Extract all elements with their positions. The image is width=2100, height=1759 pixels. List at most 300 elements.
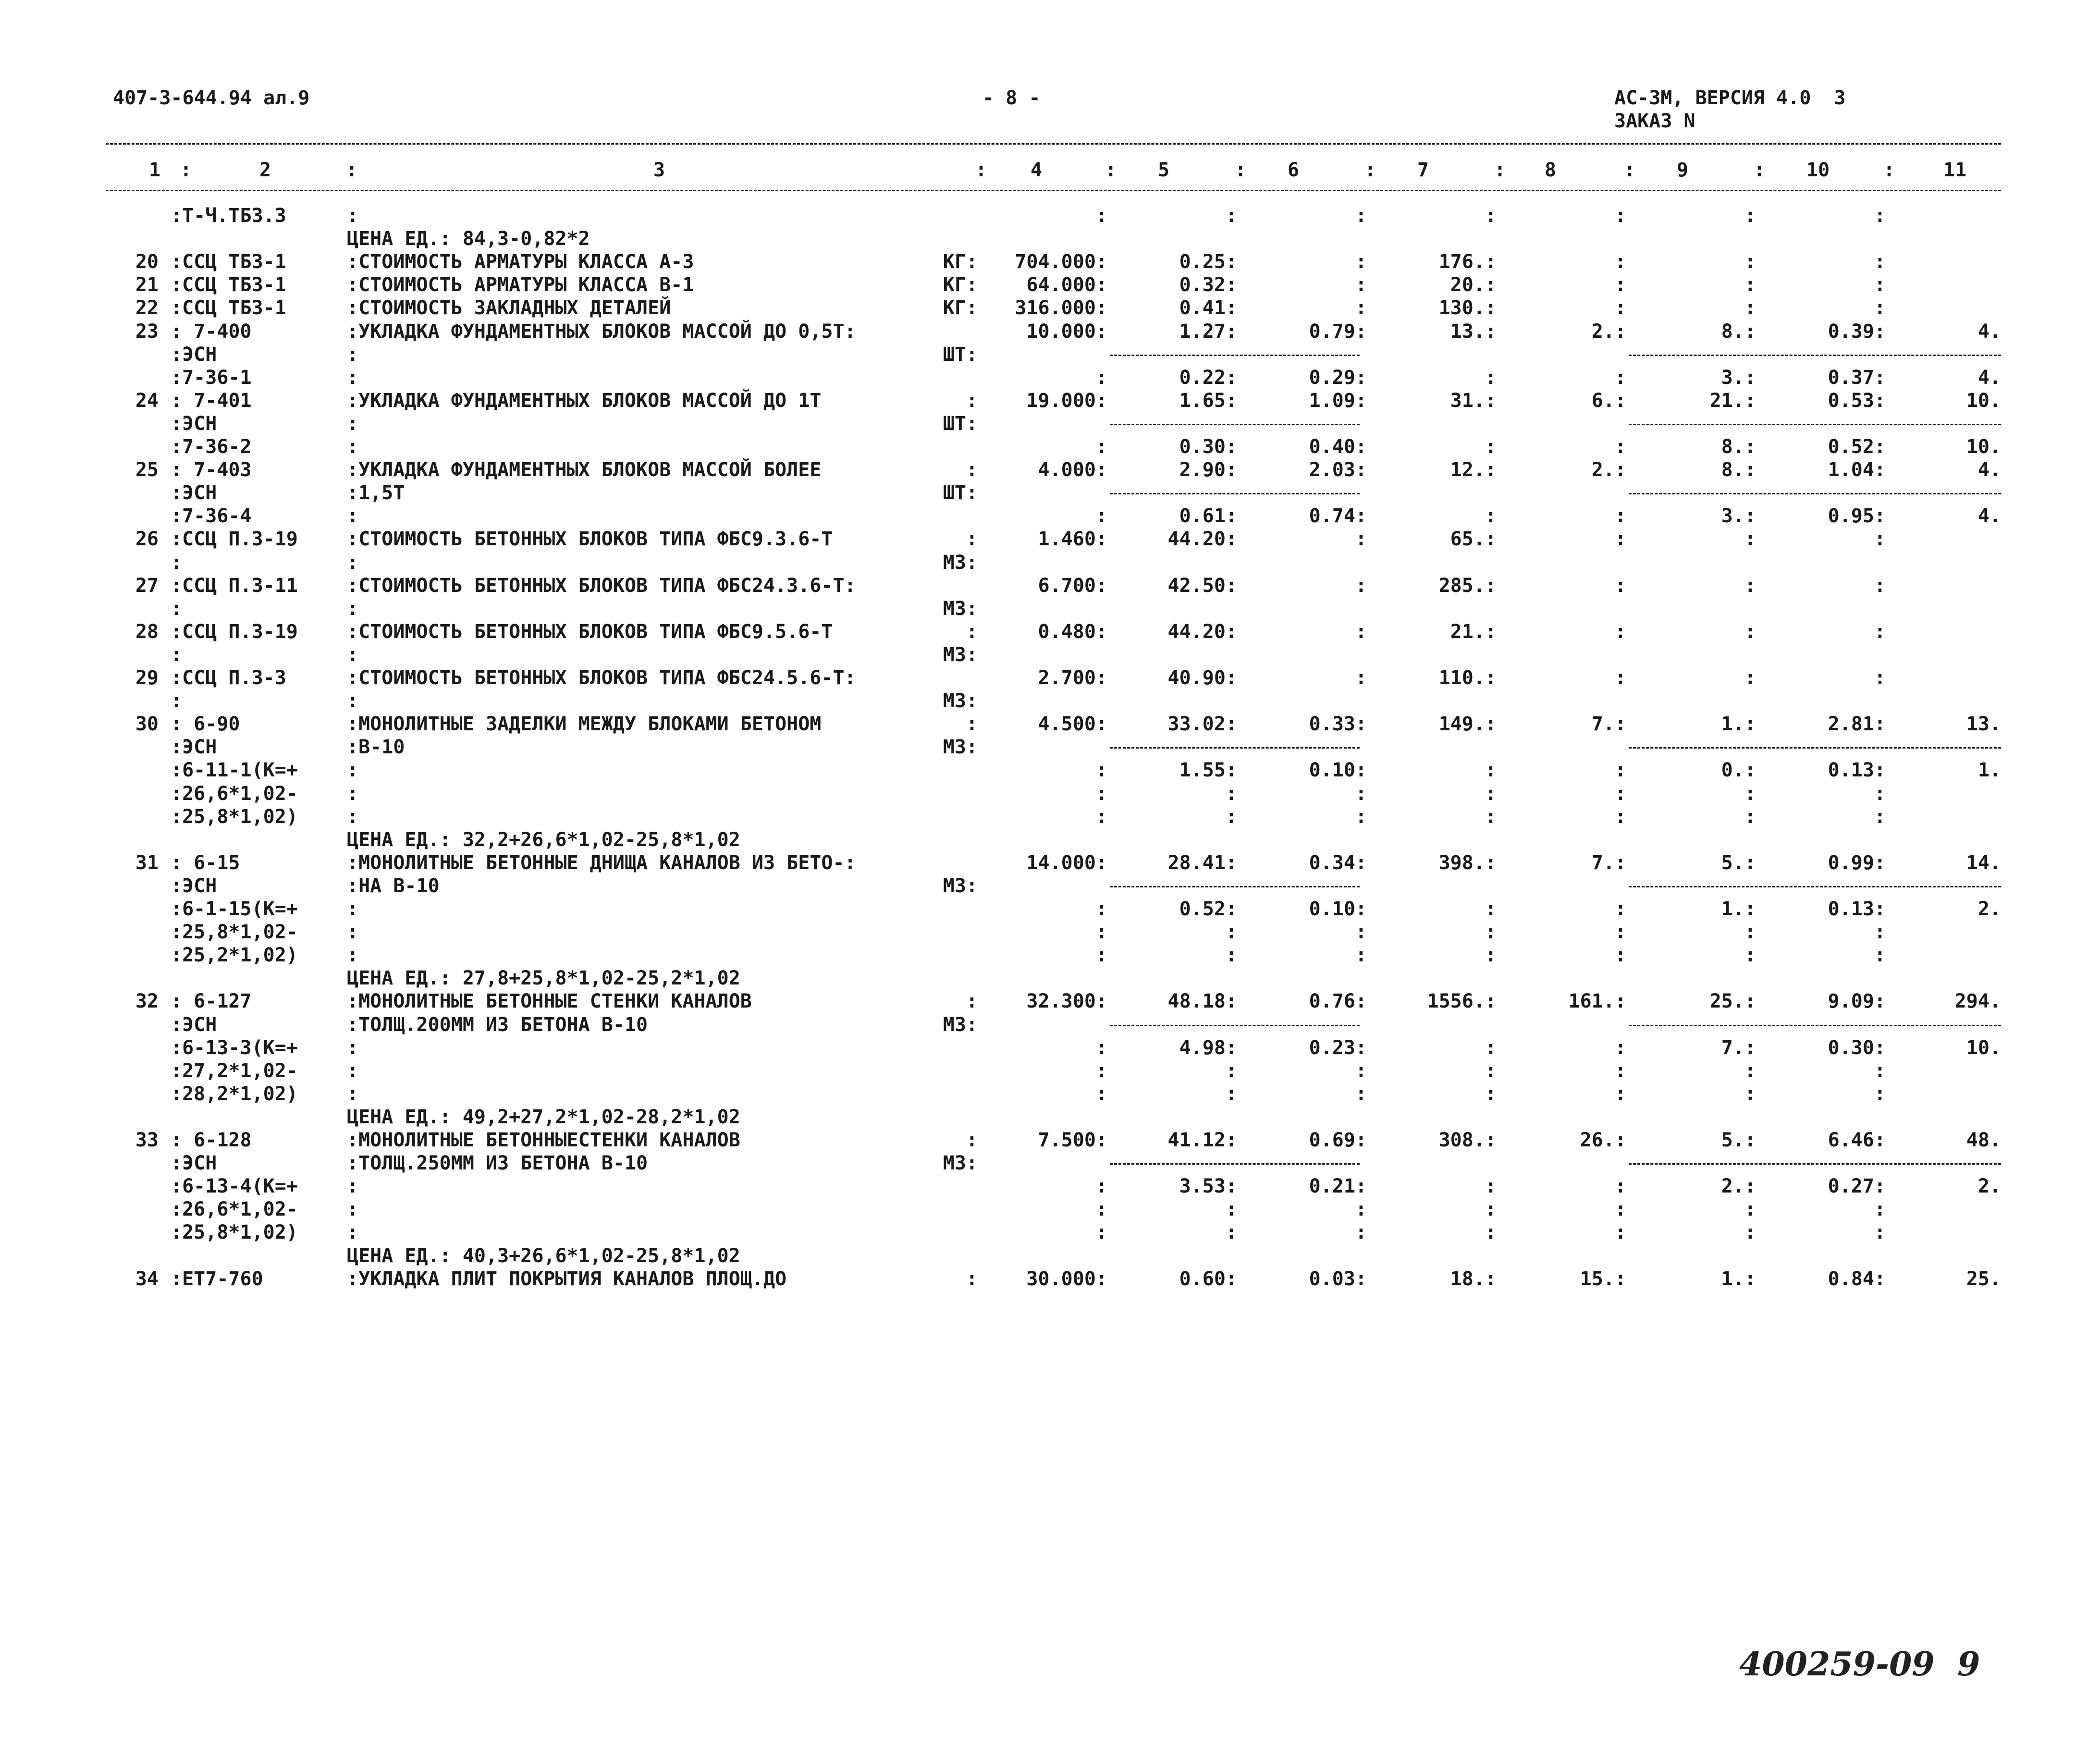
cell-unit: : — [966, 713, 978, 736]
cell-desc: :СТОИМОСТЬ БЕТОННЫХ БЛОКОВ ТИПА ФБС9.5.6-Т — [347, 620, 833, 643]
cell-code: :ЕТ7-760 — [171, 1267, 263, 1290]
cell-desc: : — [347, 643, 359, 666]
cell-c9: : — [1744, 782, 1756, 805]
cell-c7: 398.: — [1438, 851, 1497, 874]
cell-n: 22 — [135, 297, 159, 320]
cell-c9: : — [1744, 1059, 1756, 1082]
cell-unit: : — [966, 990, 978, 1013]
cell-c7: 13.: — [1450, 320, 1497, 343]
cell-unit: : — [966, 1129, 978, 1151]
cell-c6: 0.21: — [1309, 1175, 1367, 1198]
cell-c7: : — [1485, 436, 1497, 458]
handwritten-mark: 400259-09 9 — [1739, 1645, 1980, 1684]
cell-code: :28,2*1,02) — [171, 1082, 298, 1105]
cell-c4: : — [1095, 205, 1107, 227]
cell-c4: 4.000: — [1038, 459, 1107, 481]
cell-c11: 294. — [1954, 990, 2001, 1013]
cell-c10: : — [1874, 782, 1886, 805]
cell-c8: 6.: — [1591, 389, 1626, 412]
cell-c6: : — [1355, 1221, 1367, 1244]
cell-c5: 0.22: — [1179, 366, 1237, 389]
cell-c5: 44.20: — [1167, 620, 1237, 643]
cell-c9: : — [1744, 667, 1756, 689]
cell-c10: : — [1874, 1059, 1886, 1082]
cell-c4: 30.000: — [1026, 1267, 1107, 1290]
cell-c9: 25.: — [1709, 990, 1756, 1013]
cell-c10: 0.52: — [1828, 436, 1886, 458]
cell-c5: 0.60: — [1179, 1267, 1237, 1290]
cell-code: : — [171, 690, 183, 713]
cell-unit: М3: — [943, 736, 978, 759]
cell-c4: 19.000: — [1026, 389, 1107, 412]
cell-c5: 3.53: — [1179, 1175, 1237, 1198]
subtotal-rule — [1629, 1025, 2001, 1026]
cell-c11: 4. — [1977, 505, 2001, 528]
cell-c8: : — [1614, 505, 1626, 528]
subtotal-rule — [1629, 747, 2001, 749]
cell-c7: 176.: — [1438, 251, 1497, 273]
cell-c4: : — [1095, 366, 1107, 389]
cell-c7: : — [1485, 921, 1497, 944]
cell-c4: : — [1095, 921, 1107, 944]
cell-c7: 308.: — [1438, 1129, 1497, 1151]
cell-desc: :СТОИМОСТЬ БЕТОННЫХ БЛОКОВ ТИПА ФБС24.5.6-Т: — [347, 667, 856, 689]
cell-c10: : — [1874, 274, 1886, 296]
cell-c7: : — [1485, 1059, 1497, 1082]
cell-c7: 18.: — [1450, 1267, 1497, 1290]
cell-c5: 2.90: — [1179, 459, 1237, 481]
cell-desc: : — [347, 805, 359, 828]
cell-code: :ЭСН — [171, 412, 217, 435]
cell-unit: КГ: — [943, 274, 978, 296]
cell-c6: 0.29: — [1309, 366, 1367, 389]
cell-c9: 1.: — [1721, 713, 1756, 736]
cell-unit: М3: — [943, 597, 978, 620]
cell-n: 25 — [135, 459, 159, 481]
cell-code: : 7-403 — [171, 459, 252, 481]
cell-c5: 1.65: — [1179, 389, 1237, 412]
cell-desc: :ТОЛЩ.200ММ ИЗ БЕТОНА В-10 — [347, 1013, 648, 1036]
cell-desc: : — [347, 1036, 359, 1059]
cell-c6: 0.03: — [1309, 1267, 1367, 1290]
column-separator: : — [180, 159, 192, 181]
subtotal-rule — [1110, 493, 1360, 494]
cell-c4: : — [1095, 1082, 1107, 1105]
cell-unit: КГ: — [943, 251, 978, 273]
cell-c5: 0.61: — [1179, 505, 1237, 528]
cell-c8: 2.: — [1591, 320, 1626, 343]
column-header-6: 6 — [1288, 159, 1300, 181]
cell-unit: ШТ: — [943, 482, 978, 504]
cell-c11: 2. — [1977, 898, 2001, 920]
cell-c6: 0.23: — [1309, 1036, 1367, 1059]
subtotal-rule — [1110, 1163, 1360, 1165]
cell-c5: 41.12: — [1167, 1129, 1237, 1151]
cell-c6: : — [1355, 205, 1367, 227]
cell-c10: : — [1874, 944, 1886, 967]
cell-c10: : — [1874, 805, 1886, 828]
cell-c4: : — [1095, 1198, 1107, 1221]
cell-c4: 4.500: — [1038, 713, 1107, 736]
column-separator: : — [1364, 159, 1376, 181]
cell-unit: : — [966, 1267, 978, 1290]
cell-c5: 42.50: — [1167, 574, 1237, 597]
cell-c9: : — [1744, 528, 1756, 551]
cell-code: : 6-128 — [171, 1129, 252, 1151]
cell-c10: 0.39: — [1828, 320, 1886, 343]
cell-c6: 0.79: — [1309, 320, 1367, 343]
cell-c8: : — [1614, 667, 1626, 689]
subtotal-rule — [1629, 493, 2001, 494]
cell-c11: 48. — [1966, 1129, 2001, 1151]
cell-c7: 110.: — [1438, 667, 1497, 689]
cell-unit: : — [966, 459, 978, 481]
cell-c9: : — [1744, 297, 1756, 320]
order-number: ЗАКАЗ N — [1614, 110, 1695, 132]
cell-c6: : — [1355, 297, 1367, 320]
cell-c4: 32.300: — [1026, 990, 1107, 1013]
cell-c8: : — [1614, 528, 1626, 551]
cell-code: :ЭСН — [171, 1152, 217, 1175]
cell-c5: : — [1225, 782, 1237, 805]
cell-unit: М3: — [943, 874, 978, 897]
cell-code: :ССЦ П.3-11 — [171, 574, 298, 597]
cell-n: 23 — [135, 320, 159, 343]
cell-c5: 0.30: — [1179, 436, 1237, 458]
cell-c5: 48.18: — [1167, 990, 1237, 1013]
cell-code: :ССЦ П.3-3 — [171, 667, 286, 689]
cell-c8: : — [1614, 782, 1626, 805]
cell-desc: : — [347, 921, 359, 944]
cell-c6: 0.74: — [1309, 505, 1367, 528]
cell-c11: 10. — [1966, 436, 2001, 458]
cell-c8: : — [1614, 436, 1626, 458]
cell-desc: :МОНОЛИТНЫЕ БЕТОННЫЕСТЕНКИ КАНАЛОВ — [347, 1129, 740, 1151]
cell-desc: : — [347, 690, 359, 713]
cell-c9: : — [1744, 620, 1756, 643]
cell-code: :ЭСН — [171, 343, 217, 366]
cell-c5: 0.52: — [1179, 898, 1237, 920]
column-separator: : — [346, 159, 358, 181]
cell-code: : 7-400 — [171, 320, 252, 343]
cell-desc: : — [347, 205, 359, 227]
cell-c4: 2.700: — [1038, 667, 1107, 689]
cell-c11: 10. — [1966, 1036, 2001, 1059]
cell-c10: : — [1874, 620, 1886, 643]
cell-c6: 0.10: — [1309, 759, 1367, 782]
cell-code: :6-11-1(К=+ — [171, 759, 298, 782]
cell-c8: : — [1614, 205, 1626, 227]
cell-code: :ССЦ П.3-19 — [171, 620, 298, 643]
cell-c5: 1.55: — [1179, 759, 1237, 782]
cell-desc: ЦЕНА ЕД.: 84,3-0,82*2 — [347, 228, 590, 250]
column-header-3: 3 — [653, 159, 665, 181]
cell-c4: : — [1095, 1175, 1107, 1198]
cell-c6: 0.40: — [1309, 436, 1367, 458]
cell-c10: 0.27: — [1828, 1175, 1886, 1198]
cell-c6: : — [1355, 528, 1367, 551]
cell-c10: 9.09: — [1828, 990, 1886, 1013]
cell-c7: : — [1485, 759, 1497, 782]
cell-code: : 7-401 — [171, 389, 252, 412]
cell-c9: 8.: — [1721, 320, 1756, 343]
cell-desc: : — [347, 366, 359, 389]
cell-desc: : — [347, 1082, 359, 1105]
cell-c9: 21.: — [1709, 389, 1756, 412]
cell-unit: : — [966, 528, 978, 551]
cell-code: :6-1-15(К=+ — [171, 898, 298, 920]
cell-c9: 0.: — [1721, 759, 1756, 782]
cell-c11: 4. — [1977, 459, 2001, 481]
cell-unit: М3: — [943, 690, 978, 713]
cell-code: :27,2*1,02- — [171, 1059, 298, 1082]
cell-c5: 4.98: — [1179, 1036, 1237, 1059]
cell-c8: : — [1614, 898, 1626, 920]
cell-c9: 5.: — [1721, 1129, 1756, 1151]
column-header-9: 9 — [1677, 159, 1689, 181]
cell-desc: : — [347, 597, 359, 620]
cell-code: :7-36-4 — [171, 505, 252, 528]
cell-c4: 0.480: — [1038, 620, 1107, 643]
cell-desc: : — [347, 1198, 359, 1221]
cell-c4: 10.000: — [1026, 320, 1107, 343]
cell-c7: 149.: — [1438, 713, 1497, 736]
cell-unit: М3: — [943, 1013, 978, 1036]
cell-code: :ЭСН — [171, 736, 217, 759]
cell-c10: : — [1874, 1082, 1886, 1105]
cell-unit: М3: — [943, 1152, 978, 1175]
column-header-7: 7 — [1417, 159, 1429, 181]
column-separator: : — [975, 159, 987, 181]
cell-code: : — [171, 643, 183, 666]
cell-c9: : — [1744, 574, 1756, 597]
column-separator: : — [1105, 159, 1117, 181]
cell-c8: : — [1614, 1198, 1626, 1221]
cell-c8: 26.: — [1580, 1129, 1626, 1151]
cell-c9: 8.: — [1721, 436, 1756, 458]
column-separator: : — [1624, 159, 1636, 181]
cell-c8: : — [1614, 274, 1626, 296]
cell-c7: : — [1485, 944, 1497, 967]
cell-c10: : — [1874, 574, 1886, 597]
cell-c4: 1.460: — [1038, 528, 1107, 551]
cell-desc: :МОНОЛИТНЫЕ БЕТОННЫЕ СТЕНКИ КАНАЛОВ — [347, 990, 752, 1013]
cell-c5: 0.25: — [1179, 251, 1237, 273]
cell-c5: : — [1225, 1082, 1237, 1105]
cell-c8: : — [1614, 1221, 1626, 1244]
cell-desc: : — [347, 898, 359, 920]
cell-c8: : — [1614, 759, 1626, 782]
cell-c6: 0.34: — [1309, 851, 1367, 874]
cell-c10: 2.81: — [1828, 713, 1886, 736]
cell-c4: : — [1095, 1036, 1107, 1059]
cell-n: 26 — [135, 528, 159, 551]
cell-c4: 704.000: — [1015, 251, 1107, 273]
cell-desc: :МОНОЛИТНЫЕ БЕТОННЫЕ ДНИЩА КАНАЛОВ ИЗ БЕТО-: — [347, 851, 856, 874]
cell-c9: : — [1744, 274, 1756, 296]
cell-c4: : — [1095, 944, 1107, 967]
cell-c11: 10. — [1966, 389, 2001, 412]
cell-c4: : — [1095, 759, 1107, 782]
cell-unit: ШТ: — [943, 343, 978, 366]
cell-n: 31 — [135, 851, 159, 874]
cell-n: 33 — [135, 1129, 159, 1151]
cell-code: :25,2*1,02) — [171, 944, 298, 967]
cell-c4: 64.000: — [1026, 274, 1107, 296]
cell-c6: : — [1355, 1059, 1367, 1082]
cell-c6: : — [1355, 1198, 1367, 1221]
cell-c11: 1. — [1977, 759, 2001, 782]
header-bottom-rule — [106, 190, 2001, 191]
cell-c6: : — [1355, 251, 1367, 273]
cell-c8: 161.: — [1568, 990, 1626, 1013]
cell-c7: 130.: — [1438, 297, 1497, 320]
cell-c5: 44.20: — [1167, 528, 1237, 551]
cell-c8: : — [1614, 944, 1626, 967]
cell-c7: 31.: — [1450, 389, 1497, 412]
cell-c11: 13. — [1966, 713, 2001, 736]
doc-code: 407-3-644.94 ал.9 — [113, 87, 310, 109]
cell-c10: : — [1874, 297, 1886, 320]
cell-c11: 14. — [1966, 851, 2001, 874]
cell-c7: : — [1485, 805, 1497, 828]
cell-n: 20 — [135, 251, 159, 273]
cell-code: :7-36-2 — [171, 436, 252, 458]
cell-unit: : — [966, 620, 978, 643]
cell-c8: : — [1614, 366, 1626, 389]
cell-c7: : — [1485, 1221, 1497, 1244]
cell-c7: 65.: — [1450, 528, 1497, 551]
cell-desc: : — [347, 1221, 359, 1244]
cell-c5: 1.27: — [1179, 320, 1237, 343]
cell-c7: 1556.: — [1427, 990, 1497, 1013]
cell-c9: : — [1744, 944, 1756, 967]
cell-c9: 3.: — [1721, 366, 1756, 389]
cell-desc: :1,5Т — [347, 482, 405, 504]
cell-desc: :СТОИМОСТЬ АРМАТУРЫ КЛАССА А-3 — [347, 251, 694, 273]
column-separator: : — [1883, 159, 1895, 181]
cell-c5: 28.41: — [1167, 851, 1237, 874]
cell-c4: : — [1095, 782, 1107, 805]
cell-c9: 1.: — [1721, 898, 1756, 920]
cell-desc: :СТОИМОСТЬ АРМАТУРЫ КЛАССА В-1 — [347, 274, 694, 296]
cell-c7: : — [1485, 1082, 1497, 1105]
cell-desc: :МОНОЛИТНЫЕ ЗАДЕЛКИ МЕЖДУ БЛОКАМИ БЕТОНОМ — [347, 713, 822, 736]
cell-c9: : — [1744, 1082, 1756, 1105]
cell-c4: 6.700: — [1038, 574, 1107, 597]
cell-c10: 0.13: — [1828, 898, 1886, 920]
cell-c10: 1.04: — [1828, 459, 1886, 481]
cell-c4: : — [1095, 1059, 1107, 1082]
column-header-10: 10 — [1806, 159, 1830, 181]
cell-c10: : — [1874, 667, 1886, 689]
cell-c5: : — [1225, 205, 1237, 227]
cell-desc: ЦЕНА ЕД.: 32,2+26,6*1,02-25,8*1,02 — [347, 828, 740, 851]
cell-code: : — [171, 597, 183, 620]
cell-c6: 0.69: — [1309, 1129, 1367, 1151]
cell-code: :ССЦ ТБ3-1 — [171, 251, 286, 273]
cell-c5: 33.02: — [1167, 713, 1237, 736]
column-header-1: 1 — [149, 159, 161, 181]
cell-c10: 0.53: — [1828, 389, 1886, 412]
cell-c6: : — [1355, 944, 1367, 967]
cell-desc: : — [347, 436, 359, 458]
cell-c5: 0.32: — [1179, 274, 1237, 296]
column-header-5: 5 — [1158, 159, 1170, 181]
cell-code: :7-36-1 — [171, 366, 252, 389]
cell-c9: : — [1744, 921, 1756, 944]
column-header-8: 8 — [1545, 159, 1557, 181]
cell-desc: :УКЛАДКА ФУНДАМЕНТНЫХ БЛОКОВ МАССОЙ ДО 0,5Т: — [347, 320, 856, 343]
cell-c8: : — [1614, 574, 1626, 597]
cell-code: :ССЦ П.3-19 — [171, 528, 298, 551]
cell-c10: 0.13: — [1828, 759, 1886, 782]
cell-c8: : — [1614, 620, 1626, 643]
cell-desc: : — [347, 412, 359, 435]
cell-c11: 25. — [1966, 1267, 2001, 1290]
cell-c7: : — [1485, 1175, 1497, 1198]
cell-code: :ЭСН — [171, 1013, 217, 1036]
cell-c7: : — [1485, 898, 1497, 920]
cell-c6: 0.33: — [1309, 713, 1367, 736]
header-top-rule — [106, 143, 2001, 145]
cell-c6: : — [1355, 574, 1367, 597]
cell-c9: 5.: — [1721, 851, 1756, 874]
cell-c11: 2. — [1977, 1175, 2001, 1198]
cell-c6: 2.03: — [1309, 459, 1367, 481]
cell-desc: :СТОИМОСТЬ ЗАКЛАДНЫХ ДЕТАЛЕЙ — [347, 297, 671, 320]
cell-c5: 0.41: — [1179, 297, 1237, 320]
subtotal-rule — [1629, 1163, 2001, 1165]
cell-c8: 15.: — [1580, 1267, 1626, 1290]
cell-c8: : — [1614, 1059, 1626, 1082]
cell-desc: : — [347, 944, 359, 967]
cell-c8: : — [1614, 1082, 1626, 1105]
cell-c6: : — [1355, 805, 1367, 828]
cell-n: 28 — [135, 620, 159, 643]
cell-c7: : — [1485, 782, 1497, 805]
cell-c10: 0.30: — [1828, 1036, 1886, 1059]
cell-c9: 7.: — [1721, 1036, 1756, 1059]
cell-code: :ССЦ ТБ3-1 — [171, 274, 286, 296]
cell-unit: М3: — [943, 643, 978, 666]
column-header-2: 2 — [259, 159, 271, 181]
cell-c5: : — [1225, 1221, 1237, 1244]
cell-code: :6-13-4(К=+ — [171, 1175, 298, 1198]
cell-desc: : — [347, 782, 359, 805]
cell-c4: : — [1095, 1221, 1107, 1244]
cell-c6: : — [1355, 921, 1367, 944]
cell-c8: : — [1614, 297, 1626, 320]
cell-desc: :ТОЛЩ.250ММ ИЗ БЕТОНА В-10 — [347, 1152, 648, 1175]
cell-c8: : — [1614, 1175, 1626, 1198]
cell-c7: 20.: — [1450, 274, 1497, 296]
cell-c9: : — [1744, 251, 1756, 273]
cell-c7: 285.: — [1438, 574, 1497, 597]
cell-c5: : — [1225, 1198, 1237, 1221]
cell-c6: 0.10: — [1309, 898, 1367, 920]
cell-c9: : — [1744, 205, 1756, 227]
cell-c8: 2.: — [1591, 459, 1626, 481]
cell-c5: : — [1225, 805, 1237, 828]
cell-code: :Т-Ч.ТБ3.3 — [171, 205, 286, 227]
cell-c5: : — [1225, 921, 1237, 944]
cell-c8: 7.: — [1591, 713, 1626, 736]
column-separator: : — [1494, 159, 1506, 181]
cell-n: 24 — [135, 389, 159, 412]
cell-desc: :УКЛАДКА ФУНДАМЕНТНЫХ БЛОКОВ МАССОЙ БОЛЕЕ — [347, 459, 822, 481]
page-marker: - 8 - — [982, 87, 1041, 109]
